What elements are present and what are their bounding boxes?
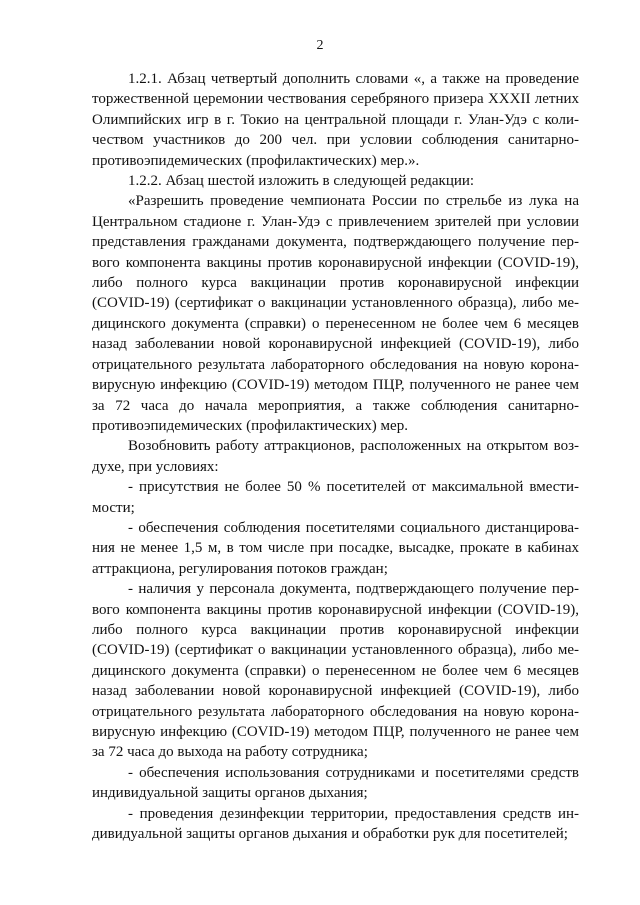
text-line: вирусную инфекцию (COVID-19) методом ПЦР, полученного не ранее чем bbox=[92, 377, 579, 394]
paragraph-attractions bbox=[92, 436, 579, 477]
text-line: - присутствия не более 50 % посетителей от максимальной вмести- bbox=[128, 479, 579, 496]
text-line: за 72 часа до начала мероприятия, а также соблюдения санитарно- bbox=[92, 397, 579, 414]
text-line: либо полного курса вакцинации против коронавирусной инфекции bbox=[92, 621, 579, 638]
text-line: вого компонента вакцины против коронавирусной инфекции (COVID-19), bbox=[92, 254, 579, 271]
paragraph-archery-championship bbox=[92, 191, 579, 436]
text-line: (COVID-19) (сертификат о вакцинации установленного образца), либо ме- bbox=[92, 642, 579, 659]
text-line: ния не менее 1,5 м, в том числе при посадке, высадке, прокате в кабинах bbox=[92, 540, 579, 557]
text-line: противоэпидемических (профилактических) мер.». bbox=[92, 152, 420, 169]
condition-visitor-limit bbox=[92, 477, 579, 518]
text-line: 1.2.1. Абзац четвертый дополнить словами «, а также на проведение bbox=[128, 71, 579, 87]
text-line: - обеспечения соблюдения посетителями социального дистанцирова- bbox=[128, 519, 579, 536]
text-line: Возобновить работу аттракционов, расположенных на открытом воз- bbox=[128, 438, 579, 455]
page-number: 2 bbox=[316, 38, 324, 53]
condition-staff-vaccination bbox=[92, 579, 579, 763]
text-line: индивидуальной защиты органов дыхания; bbox=[92, 785, 368, 802]
text-line: вирусную инфекцию (COVID-19) методом ПЦР, полученного не ранее чем bbox=[92, 724, 579, 740]
text-line: назад заболевании новой коронавирусной инфекцией (COVID-19), либо bbox=[92, 683, 579, 700]
text-line: мости; bbox=[92, 499, 135, 516]
condition-respiratory-protection bbox=[92, 763, 579, 804]
text-line: 1.2.2. Абзац шестой изложить в следующей редакции: bbox=[128, 173, 475, 190]
text-line: вого компонента вакцины против коронавирусной инфекции (COVID-19), bbox=[92, 601, 579, 618]
text-line: торжественной церемонии чествования серебряного призера XXXII летних bbox=[92, 91, 579, 108]
text-line: Центральном стадионе г. Улан-Удэ с привлечением зрителей при условии bbox=[92, 213, 579, 230]
text-line: «Разрешить проведение чемпионата России по стрельбе из лука на bbox=[128, 193, 579, 210]
condition-disinfection bbox=[92, 804, 579, 845]
text-line: чеством участников до 200 чел. при условии соблюдения санитарно- bbox=[92, 132, 579, 149]
text-line: за 72 часа до выхода на работу сотрудника; bbox=[92, 744, 368, 761]
text-line: - наличия у персонала документа, подтверждающего получение пер- bbox=[128, 581, 579, 598]
text-line: отрицательного результата лабораторного обследования на новую корона- bbox=[92, 703, 579, 720]
paragraph-1-2-2 bbox=[92, 171, 579, 191]
text-line: аттракциона, регулирования потоков граждан; bbox=[92, 560, 388, 577]
document-body bbox=[92, 69, 579, 844]
text-line: дицинского документа (справки) о перенесенном не более чем 6 месяцев bbox=[92, 315, 579, 332]
text-line: противоэпидемических (профилактических) мер. bbox=[92, 417, 408, 434]
text-line: назад заболевании новой коронавирусной инфекцией (COVID-19), либо bbox=[92, 336, 579, 353]
text-line: дивидуальной защиты органов дыхания и обработки рук для посетителей; bbox=[92, 826, 568, 843]
text-line: (COVID-19) (сертификат о вакцинации установленного образца), либо ме- bbox=[92, 295, 579, 312]
text-line: дицинского документа (справки) о перенесенном не более чем 6 месяцев bbox=[92, 662, 579, 679]
text-line: Олимпийских игр в г. Токио на центральной площади г. Улан-Удэ с коли- bbox=[92, 111, 579, 128]
text-line: либо полного курса вакцинации против коронавирусной инфекции bbox=[92, 275, 579, 292]
text-line: духе, при условиях: bbox=[92, 458, 219, 475]
paragraph-1-2-1 bbox=[92, 69, 579, 171]
text-line: - проведения дезинфекции территории, предоставления средств ин- bbox=[128, 805, 579, 822]
text-line: отрицательного результата лабораторного обследования на новую корона- bbox=[92, 356, 579, 373]
text-line: представления гражданами документа, подтверждающего получение пер- bbox=[92, 234, 579, 251]
text-line: - обеспечения использования сотрудниками и посетителями средств bbox=[128, 764, 579, 781]
condition-social-distancing bbox=[92, 518, 579, 579]
